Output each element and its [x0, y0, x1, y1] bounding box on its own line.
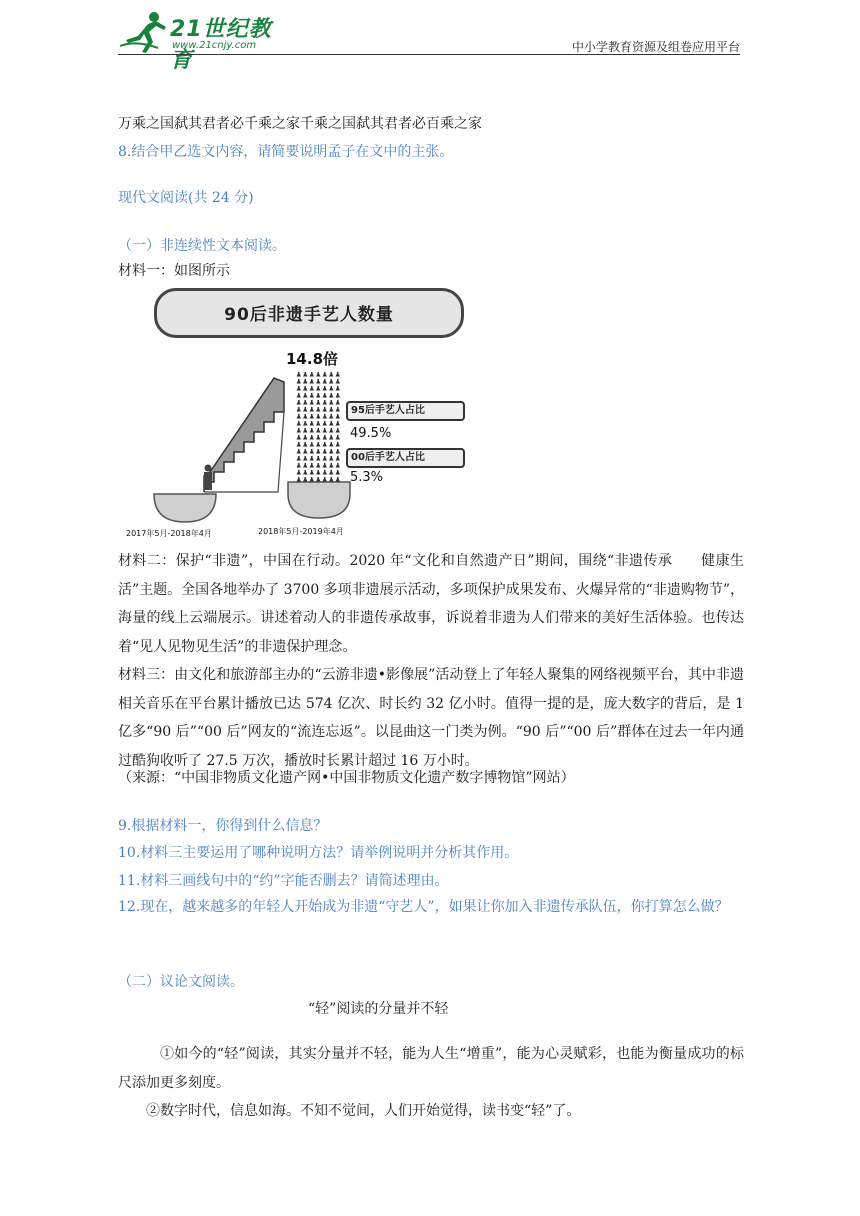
person-mark: [316, 449, 321, 454]
person-mark: [329, 407, 334, 412]
person-mark: [310, 470, 315, 475]
person-mark: [303, 421, 308, 426]
person-mark: [323, 400, 328, 405]
person-mark: [323, 407, 328, 412]
section-title-modern: 现代文阅读(共 24 分): [118, 190, 254, 206]
person-mark: [303, 379, 308, 384]
person-mark: [316, 470, 321, 475]
logo-text: 21世纪教育: [170, 17, 272, 73]
person-mark: [303, 407, 308, 412]
person-mark: [323, 379, 328, 384]
legend-95: 95后手艺人占比: [346, 401, 465, 421]
material-source: （来源：“中国非物质文化遗产网•中国非物质文化遗产数字博物馆”网站）: [118, 770, 575, 786]
person-mark: [329, 421, 334, 426]
essay-title: “轻”阅读的分量并不轻: [308, 1001, 449, 1017]
person-mark: [329, 463, 334, 468]
person-mark: [310, 456, 315, 461]
person-mark: [336, 379, 341, 384]
person-mark: [323, 442, 328, 447]
person-mark: [336, 442, 341, 447]
person-mark: [297, 421, 302, 426]
person-mark: [336, 393, 341, 398]
question-10: 10.材料三主要运用了哪种说明方法？请举例说明并分析其作用。: [118, 845, 519, 861]
person-mark: [323, 449, 328, 454]
person-mark: [336, 421, 341, 426]
person-mark: [316, 372, 321, 377]
person-mark: [336, 386, 341, 391]
person-mark: [336, 470, 341, 475]
logo-url: www.21cnjy.com: [172, 40, 257, 51]
person-mark: [303, 442, 308, 447]
person-mark: [303, 393, 308, 398]
person-mark: [336, 456, 341, 461]
bowl-2018: [288, 482, 350, 518]
infographic-figure: [118, 286, 468, 542]
essay-paragraph-1: ①如今的“轻”阅读，其实分量并不轻，能为人生“增重”，能为心灵赋彩，也能为衡量成功的标尺添加更多刻度。: [118, 1046, 744, 1091]
person-mark: [310, 442, 315, 447]
material-3: 材料三：由文化和旅游部主办的“云游非遗•影像展”活动登上了年轻人聚集的网络视频平台，其中非遗相关音乐在平台累计播放已达 574 亿次、时长约 32 亿小时。值得一提的是，庞大数字的背后，是 1 亿多“90 后”“00 后”网友的“流连忘返”。以昆曲这一门类为例。“90 后”“00 后”群体在过去一年内通过酷狗收听了 27.5 万次，播放时长累计超过 16 万小时。: [118, 667, 744, 769]
person-mark: [316, 379, 321, 384]
staircase: [204, 378, 284, 492]
person-mark: [336, 449, 341, 454]
person-mark: [316, 421, 321, 426]
bowl-2017: [154, 494, 216, 522]
person-mark: [316, 400, 321, 405]
person-mark: [297, 372, 302, 377]
header-divider: [118, 54, 740, 55]
person-mark: [323, 386, 328, 391]
classical-text-line: 万乘之国弑其君者必千乘之家千乘之国弑其君者必百乘之家: [118, 116, 482, 132]
person-mark: [310, 393, 315, 398]
question-9: 9.根据材料一，你得到什么信息？: [118, 818, 328, 834]
person-mark: [336, 435, 341, 440]
person-mark: [316, 442, 321, 447]
climber-head: [205, 465, 212, 472]
person-mark: [310, 421, 315, 426]
person-mark: [297, 442, 302, 447]
person-mark: [336, 372, 341, 377]
person-mark: [310, 435, 315, 440]
person-mark: [329, 393, 334, 398]
person-mark: [316, 463, 321, 468]
person-mark: [316, 407, 321, 412]
question-12: 12.现在，越来越多的年轻人开始成为非遗“守艺人”，如果让你加入非遗传承队伍，你打算怎么做？: [118, 899, 729, 915]
person-mark: [329, 386, 334, 391]
person-mark: [336, 463, 341, 468]
person-mark: [336, 400, 341, 405]
person-mark: [323, 393, 328, 398]
period-2-label: 2018年5月-2019年4月: [258, 527, 344, 536]
runner-logo-icon: [118, 10, 170, 54]
person-mark: [336, 407, 341, 412]
essay-paragraph-2: ②数字时代，信息如海。不知不觉间，人们开始觉得，读书变“轻”了。: [146, 1103, 581, 1119]
period-1-label: 2017年5月-2018年4月: [126, 529, 212, 538]
person-mark: [316, 456, 321, 461]
person-mark: [316, 414, 321, 419]
material-2: 材料二：保护“非遗”，中国在行动。2020 年“文化和自然遗产日”期间，围绕“非遗传承 健康生活”主题。全国各地举办了 3700 多项非遗展示活动，多项保护成果发布、火爆异常的“非遗购物节”，海量的线上云端展示。讲述着动人的非遗传承故事，诉说着非遗为人们带来的美好生活体验。也传达着“见人见物见生活”的非遗保护理念。: [118, 553, 744, 655]
person-mark: [303, 372, 308, 377]
legend-95-value: 49.5%: [350, 426, 392, 441]
person-mark: [329, 442, 334, 447]
person-mark: [323, 421, 328, 426]
person-mark: [316, 477, 321, 482]
person-mark: [310, 463, 315, 468]
climber: [204, 472, 212, 490]
person-mark: [316, 435, 321, 440]
person-mark: [336, 428, 341, 433]
question-11: 11.材料三画线句中的“约”字能否删去？请简述理由。: [118, 873, 449, 889]
person-mark: [297, 463, 302, 468]
person-mark: [323, 435, 328, 440]
person-mark: [329, 414, 334, 419]
person-mark: [297, 477, 302, 482]
subsection-title-2: （二）议论文阅读。: [118, 974, 244, 990]
person-mark: [297, 428, 302, 433]
person-mark: [303, 435, 308, 440]
person-mark: [310, 400, 315, 405]
site-tagline: 中小学教育资源及组卷应用平台: [571, 40, 740, 54]
person-mark: [323, 428, 328, 433]
person-mark: [329, 372, 334, 377]
person-mark: [323, 372, 328, 377]
person-mark: [329, 435, 334, 440]
person-mark: [323, 477, 328, 482]
person-mark: [323, 456, 328, 461]
subsection-title-1: （一）非连续性文本阅读。: [118, 238, 286, 254]
site-logo[interactable]: [118, 10, 288, 73]
person-mark: [310, 449, 315, 454]
person-mark: [310, 428, 315, 433]
people-column: [297, 372, 341, 482]
person-mark: [329, 400, 334, 405]
page-header: [118, 8, 740, 73]
person-mark: [329, 477, 334, 482]
person-mark: [303, 477, 308, 482]
person-mark: [329, 456, 334, 461]
person-mark: [303, 414, 308, 419]
person-mark: [297, 400, 302, 405]
person-mark: [323, 463, 328, 468]
person-mark: [310, 379, 315, 384]
person-mark: [303, 470, 308, 475]
person-mark: [303, 400, 308, 405]
person-mark: [303, 386, 308, 391]
person-mark: [310, 414, 315, 419]
person-mark: [303, 428, 308, 433]
person-mark: [336, 414, 341, 419]
person-mark: [316, 428, 321, 433]
person-mark: [303, 449, 308, 454]
material-1-label: 材料一：如图所示: [118, 263, 230, 279]
person-mark: [297, 407, 302, 412]
person-mark: [316, 393, 321, 398]
person-mark: [329, 428, 334, 433]
person-mark: [310, 386, 315, 391]
person-mark: [297, 386, 302, 391]
person-mark: [316, 386, 321, 391]
question-8: 8.结合甲乙选文内容，请简要说明孟子在文中的主张。: [118, 144, 454, 160]
legend-00: 00后手艺人占比: [346, 448, 465, 468]
legend-00-value: 5.3%: [350, 470, 384, 485]
person-mark: [297, 435, 302, 440]
person-mark: [297, 449, 302, 454]
person-mark: [310, 477, 315, 482]
person-mark: [303, 463, 308, 468]
person-mark: [297, 379, 302, 384]
chart-multiplier: 14.8倍: [286, 350, 339, 368]
person-mark: [303, 456, 308, 461]
person-mark: [329, 449, 334, 454]
person-mark: [323, 414, 328, 419]
person-mark: [297, 456, 302, 461]
person-mark: [310, 407, 315, 412]
person-mark: [329, 379, 334, 384]
person-mark: [336, 477, 341, 482]
person-mark: [323, 470, 328, 475]
person-mark: [329, 470, 334, 475]
person-mark: [310, 372, 315, 377]
chart-title: 90后非遗手艺人数量: [224, 305, 394, 325]
person-mark: [297, 414, 302, 419]
person-mark: [297, 393, 302, 398]
person-mark: [297, 470, 302, 475]
